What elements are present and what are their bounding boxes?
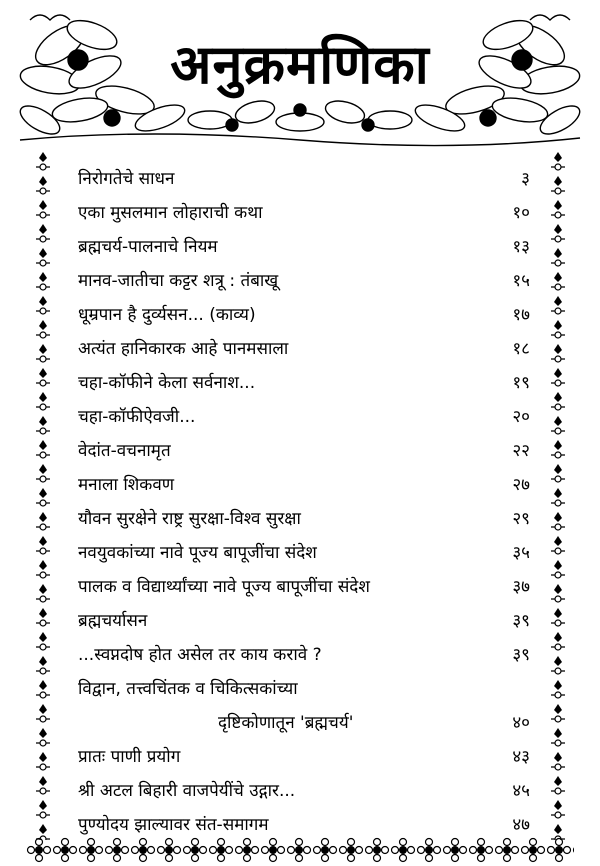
toc-entry-title: विद्वान, तत्त्वचिंतक व चिकित्सकांच्या [78, 679, 298, 699]
toc-entry [78, 366, 530, 400]
left-ornament-border [34, 150, 52, 840]
toc-entry-page: १८ [512, 339, 530, 359]
toc-entry-title-line2: दृष्टिकोणातून 'ब्रह्मचर्य' [218, 713, 354, 733]
toc-entry [78, 400, 530, 434]
toc-entry [78, 332, 530, 366]
toc-entry-title: नवयुवकांच्या नावे पूज्य बापूजींचा संदेश [78, 543, 317, 563]
toc-entry-page: १० [512, 203, 530, 223]
toc-entry-page: ३९ [512, 611, 530, 631]
toc-entry-page: १५ [512, 271, 530, 291]
toc-entry-title: श्री अटल बिहारी वाजपेयींचे उद्गार... [78, 781, 296, 801]
right-ornament-border [549, 150, 567, 840]
toc-entry-title: मनाला शिकवण [78, 475, 175, 495]
toc-entry [78, 740, 530, 774]
toc-entry [78, 230, 530, 264]
toc-entry-title: एका मुसलमान लोहाराची कथा [78, 203, 263, 223]
toc-entry-page: ४७ [512, 815, 530, 835]
toc-entry-title: ब्रह्मचर्य-पालनाचे नियम [78, 237, 218, 257]
toc-entry-title: धूम्रपान है दुर्व्यसन... (काव्य) [78, 305, 256, 325]
toc-entry-page: ३५ [512, 543, 530, 563]
toc-entry [78, 774, 530, 808]
toc-entry-page: २७ [512, 475, 530, 495]
toc-entry-page: १९ [512, 373, 530, 393]
toc-entry-title: ब्रह्मचर्यासन [78, 611, 148, 631]
toc-entry [78, 298, 530, 332]
toc-entry [78, 672, 530, 740]
toc-entry-title: निरोगतेचे साधन [78, 169, 175, 189]
toc-entry-page: २२ [512, 441, 530, 461]
toc-entry [78, 638, 530, 672]
toc-entry [78, 604, 530, 638]
toc-entry-title: यौवन सुरक्षेने राष्ट्र सुरक्षा-विश्व सुरक्षा [78, 509, 301, 529]
toc-entry [78, 536, 530, 570]
page-title: अनुक्रमणिका [170, 32, 430, 96]
toc-entry-title: मानव-जातीचा कट्टर शत्रू : तंबाखू [78, 271, 279, 291]
toc-entry-title: पालक व विद्यार्थ्यांच्या नावे पूज्य बापूजींचा संदेश [78, 577, 370, 597]
toc-entry [78, 570, 530, 604]
toc-entry-page: १३ [512, 237, 530, 257]
toc-entry-page: ४५ [512, 781, 530, 801]
toc-entry-page: ३७ [512, 577, 530, 597]
toc-entry [78, 468, 530, 502]
toc-entry-title: चहा-कॉफीऐवजी... [78, 407, 196, 427]
toc-entry [78, 808, 530, 842]
toc-entry-title: पुण्योदय झाल्यावर संत-समागम [78, 815, 269, 835]
toc-entry-page: ३९ [512, 645, 530, 665]
toc-entry-title: चहा-कॉफीने केला सर्वनाश... [78, 373, 256, 393]
toc-entry-page: २९ [512, 509, 530, 529]
toc-entry [78, 196, 530, 230]
toc-entry-title: प्रातः पाणी प्रयोग [78, 747, 181, 767]
toc-entry [78, 162, 530, 196]
table-of-contents [78, 162, 530, 842]
toc-entry-title: अत्यंत हानिकारक आहे पानमसाला [78, 339, 289, 359]
toc-entry [78, 434, 530, 468]
toc-entry-title: वेदांत-वचनामृत [78, 441, 171, 461]
toc-entry-page: ४० [512, 713, 530, 733]
toc-entry-title: ...स्वप्नदोष होत असेल तर काय करावे ? [78, 645, 322, 665]
header-ornament [0, 0, 600, 150]
toc-entry-page: २० [512, 407, 530, 427]
toc-entry-page: ४३ [512, 747, 530, 767]
toc-entry [78, 264, 530, 298]
toc-entry-page: १७ [512, 305, 530, 325]
toc-entry-page: ३ [521, 169, 530, 189]
toc-entry [78, 502, 530, 536]
